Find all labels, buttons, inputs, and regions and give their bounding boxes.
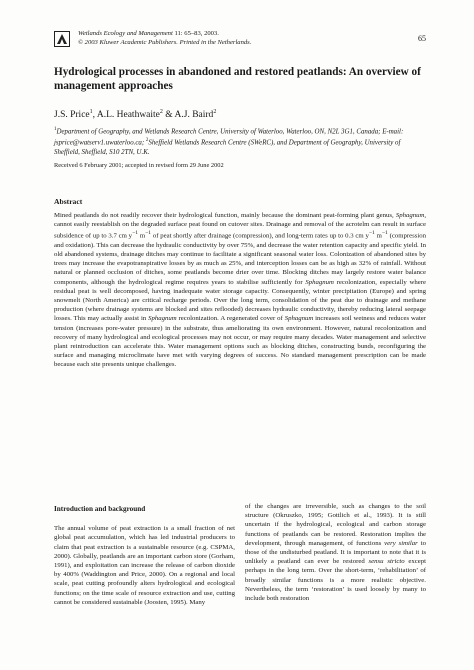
abstract-heading: Abstract (54, 197, 83, 206)
abstract-exponent: −1 (145, 230, 152, 237)
column-left (54, 505, 235, 607)
author-2: , A.L. Heathwaite (92, 110, 160, 121)
intro-paragraph-left: The annual volume of peat extraction is a small fraction of net global peat accumulation, which has led industrial producers to claim that peat extraction is a sustainable resource (e.g. CSPMA, 2000). Globally, peatlands are an important carbon store (Gorham, 1991), and exploitation can increase the release of carbon dioxide by 400% (Waddington and Price, 2000). On a regional and local scale, peat cutting profoundly alters hydrological and ecological functions; on the time scale of resource extraction and use, cutting cannot be considered sustainable (Joosten, 1995). Many (54, 525, 235, 606)
author-3-affil: 2 (213, 109, 217, 115)
received-dates: Received 6 February 2001; accepted in revised form 29 June 2002 (54, 162, 224, 169)
author-list (54, 109, 216, 120)
publisher-logo-icon (54, 31, 70, 47)
abstract-text: increases soil wetness and reduces water tension (increases pore-water pressure) in the substrate, thus ameliorating its own environment. However, natural recolonization and recovery of many hydrological and ecological processes may not occur, or may require many decades. Water management and selective plant reintroduction can accelerate this. Water management options such as blocking ditches, constructing bunds, reconfiguring the surface and managing microclimate have met with varying degrees of success. No standard management prescription can be made because each site presents unique challenges. (54, 315, 426, 369)
abstract-text: m (138, 232, 146, 240)
intro-heading: Introduction and background (54, 505, 146, 513)
abstract-genus: Sphagnum (284, 315, 314, 323)
author-2-affil: 2 (159, 109, 163, 115)
abstract-exponent: −1 (132, 230, 139, 237)
journal-masthead (54, 30, 426, 54)
intro-text: except perhaps in the long term. Over the short-term, ‘rehabilitation’ of broadly similar functions is a more realistic objective. Nevertheless, the term ‘restoration’ is used loosely by many to include both restoration (245, 558, 426, 602)
abstract-text: of peat shortly after drainage (compression), and long-term rates up to 0.3 cm y (151, 232, 369, 240)
journal-volume: 11: 65–83, 2003. (172, 30, 219, 37)
abstract-text: m (374, 232, 382, 240)
journal-citation (78, 30, 251, 47)
abstract-genus: Sphagnum (395, 212, 425, 219)
abstract-text: recolonization, especially where residual peat is well decomposed, having inadequate water storage capacity. Consequently, winter precipitation (Europe) and spring snowmelt (North America) are critical recharge periods. Over the long term, consolidation of the peat due to drainage and methane production (where drainage systems are blocked and sites reflooded) decreases hydraulic conductivity, thereby reducing lateral seepage losses. This may actually assist in (54, 278, 427, 323)
affil-2-marker: 2 (145, 138, 149, 144)
intro-emphasis: sensu stricto (368, 558, 405, 566)
intro-text: to those of the undisturbed peatland. It is important to note that it is unlikely a peatland can ever be restored (245, 539, 426, 566)
abstract-genus: Sphagnum (148, 315, 177, 323)
author-1: J.S. Price (54, 110, 90, 121)
intro-emphasis: very similar (384, 539, 418, 547)
abstract-text: , cannot easily reestablish on the degraded surface peat found on cutover sites. Drainage and removal of the acrotelm can result in surface subsidence of up to 3.7 cm y (54, 212, 426, 240)
abstract-text: Mined peatlands do not readily recover their hydrological function, mainly because the dominant peat-forming plant genus, (54, 212, 396, 219)
page-number: 65 (418, 34, 426, 43)
abstract-exponent: −1 (368, 230, 375, 237)
column-right (245, 502, 426, 603)
intro-paragraph-right (245, 502, 426, 603)
affil-1-marker: 1 (54, 127, 57, 132)
affil-2-text: Sheffield Wetlands Research Centre (SWeRC), and Department of Geography, University of Sheffield, Sheffield, S10 2TN, U.K. (54, 139, 401, 156)
paper-title: Hydrological processes in abandoned and restored peatlands: An overview of management approaches (54, 66, 421, 92)
abstract-body (54, 211, 426, 369)
author-1-affil: 1 (89, 109, 93, 115)
abstract-text: recolonization. A regenerated cover of (176, 315, 285, 323)
journal-name: Wetlands Ecology and Management (78, 30, 173, 37)
abstract-genus: Sphagnum (305, 278, 334, 286)
affiliations (54, 125, 426, 157)
abstract-text: (compression and oxidation). This can decrease the hydraulic conductivity by over 75%, and decrease the water retention capacity and specific yield. In old abandoned systems, drainage ditches may continue to facilitate a significant seasonal water loss. Colonization of abandoned sites by trees may increase the evapotranspirative losses by as much as 25%, and interception losses can be as high as 32% of rainfall. Without natural or planned occlusion of ditches, some peatlands become drier over time. Blocking ditches may largely restore water balance components, although the hydrological regime requires years to stabilise sufficiently for (54, 232, 426, 286)
intro-text: of the changes are irreversible, such as changes to the soil structure (Okruszko, 1995; Gottlich et al., 1993). It is still uncertain if the hydrological, ecological and carbon storage functions of peatlands can be restored. Restoration implies the development, through management, of functions (245, 503, 426, 547)
author-3: & A.J. Baird (162, 110, 214, 121)
abstract-exponent: −1 (381, 230, 388, 237)
copyright-line: © 2003 Kluwer Academic Publishers. Printed in the Netherlands. (78, 38, 252, 46)
affil-1-text: Department of Geography, and Wetlands Research Centre, University of Waterloo, Waterloo, ON, N2L 3G1, Canada; E-mail: jsprice@watserv1.uwaterloo.ca; (54, 128, 404, 147)
